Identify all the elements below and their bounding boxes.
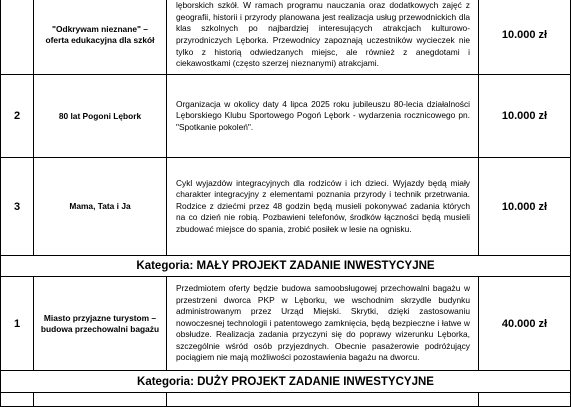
table-row [1, 158, 571, 256]
project-description: Przedmiotem oferty będzie budowa samoobsługowej przechowalni bagażu w przestrzeni dworca PKP w Lęborku, we wschodnim skrzydle budynku administrowanym przez Urząd Miejski. Skrytki, dzięki zastosowaniu nowoczesnej technologii i patentowego zamknięcia, będą bezpieczne i łatwe w obsłudze. Realizacja zadania przyczyni się do poprawy wizerunku Lęborka, szczególnie wśród osób przyjezdnych. Obecnie pasażerowie podróżujący pociągiem nie mają możliwości pozostawienia bagażu na dworcu. [167, 277, 479, 371]
project-amount: 10.000 zł [479, 75, 571, 158]
project-amount: 40.000 zł [479, 277, 571, 371]
project-description: lęborskich szkół. W ramach programu nauczania oraz dodatkowych zajęć z geografii, historii i przyrody planowana jest realizacja usług przewodnickich dla klas szkolnych po najbardziej interesujących atrakcjach kulturowo-przyrodniczych Lęborka. Przewodnicy zapoznają uczestników wycieczek nie tylko z historią odwiedzanych miejsc, ale również z anegdotami i ciekawostkami (często szerzej nieznanymi) atrakcjami. [167, 0, 479, 75]
category-row [1, 256, 571, 277]
category-heading: Kategoria: MAŁY PROJEKT ZADANIE INWESTYCYJNE [1, 256, 571, 277]
project-amount: 10.000 zł [479, 0, 571, 75]
category-row [1, 371, 571, 393]
table-row [1, 393, 571, 407]
project-description: Organizacja w okolicy daty 4 lipca 2025 roku jubileuszu 80-lecia działalności Lęborskiego Klubu Sportowego Pogoń Lębork - wydarzenia rocznicowego pn. "Spotkanie pokoleń". [167, 75, 479, 158]
row-number: 3 [1, 158, 34, 256]
row-number: 1 [1, 277, 34, 371]
project-amount: 10.000 zł [479, 158, 571, 256]
category-heading: Kategoria: DUŻY PROJEKT ZADANIE INWESTYCYJNE [1, 371, 571, 393]
row-number [1, 0, 34, 75]
table-row [1, 0, 571, 75]
project-description: Cykl wyjazdów integracyjnych dla rodziców i ich dzieci. Wyjazdy będą miały charakter integracyjny z elementami poznania przyrody i technik przetrwania. Rodzice z dziećmi przez 48 godzin będą musieli pokonywać zadania których na co dzień nie robią. Pozbawieni telefonów, środków łączności będą musieli zbudować miejsce do spania, zrobić posiłek w lesie na ognisku. [167, 158, 479, 256]
table-row [1, 75, 571, 158]
project-title: Miasto przyjazne turystom – budowa przechowalni bagażu [34, 277, 167, 371]
row-number: 2 [1, 75, 34, 158]
project-title: 80 lat Pogoni Lębork [34, 75, 167, 158]
project-title: Mama, Tata i Ja [34, 158, 167, 256]
project-title: "Odkrywam nieznane" – oferta edukacyjna dla szkół [34, 0, 167, 75]
table-row [1, 277, 571, 371]
